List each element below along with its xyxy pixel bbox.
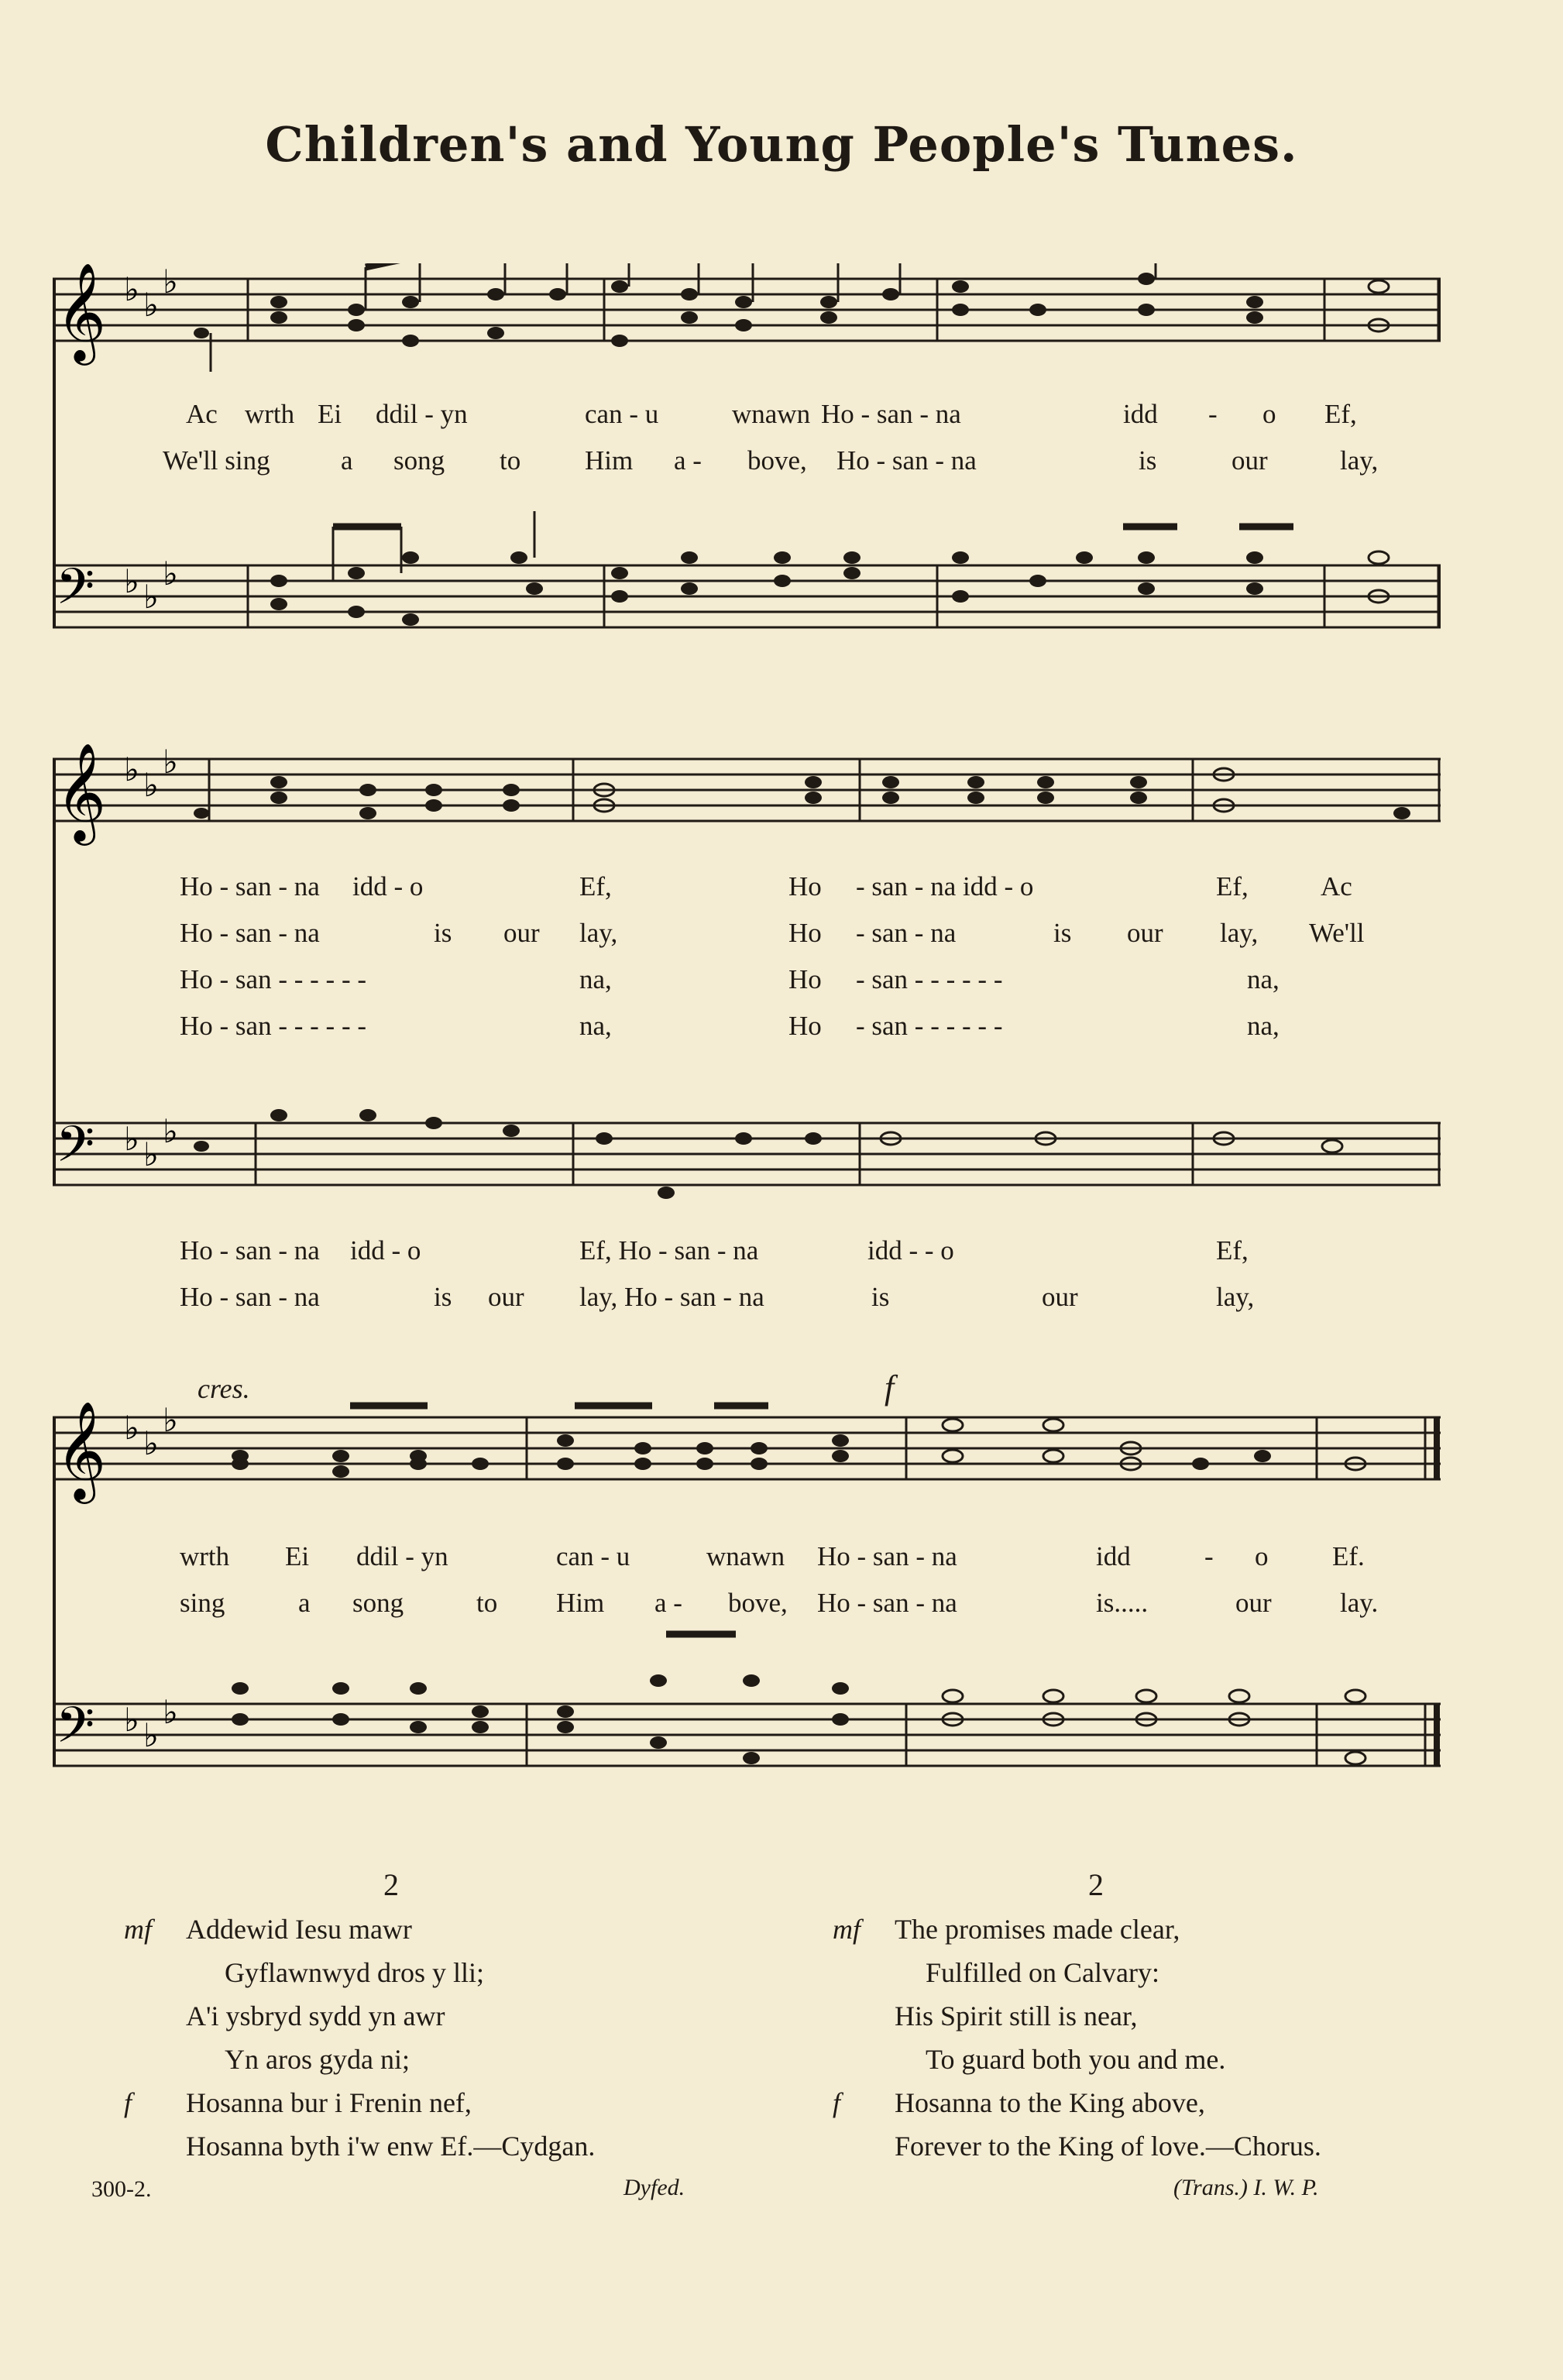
lyric-syllable: idd xyxy=(1096,1541,1131,1571)
lyric-syllable: bove, xyxy=(728,1588,788,1618)
lyric-syllable: Him xyxy=(585,445,634,476)
svg-text:𝄢: 𝄢 xyxy=(56,1116,95,1186)
forte-marking: f xyxy=(885,1369,895,1406)
page-reference: 300-2. xyxy=(91,2176,152,2202)
lyric-syllable: Ef, xyxy=(1216,1235,1249,1266)
verse-line: A'i ysbryd sydd yn awr xyxy=(186,2001,445,2031)
system-2-lyrics-bass xyxy=(0,1235,1563,1270)
system-2-lyrics-bass-english xyxy=(0,1282,1563,1317)
svg-text:𝄞: 𝄞 xyxy=(56,1402,107,1499)
svg-text:♭: ♭ xyxy=(124,1120,139,1158)
system-1-lyrics-welsh xyxy=(0,399,1563,434)
system-2-lyrics-alto xyxy=(0,964,1563,999)
svg-text:♭: ♭ xyxy=(124,1701,139,1739)
lyric-syllable: can - u xyxy=(556,1541,630,1571)
svg-text:♭: ♭ xyxy=(143,1135,159,1173)
verse-line: Hosanna bur i Frenin nef, xyxy=(186,2087,472,2118)
svg-text:♭: ♭ xyxy=(163,744,178,781)
lyric-syllable: ddil - yn xyxy=(356,1541,448,1571)
lyric-syllable: Ho - san - - - - - - xyxy=(180,964,367,994)
lyric-syllable: We'll xyxy=(1309,918,1365,948)
lyric-syllable: Ei xyxy=(318,399,342,429)
svg-text:♭: ♭ xyxy=(124,562,139,600)
svg-text:♭: ♭ xyxy=(124,1409,139,1447)
system-3-lyrics-english xyxy=(0,1588,1563,1623)
lyric-syllable: idd - o xyxy=(352,871,424,902)
lyric-syllable: our xyxy=(503,918,540,948)
lyric-syllable: a - xyxy=(674,445,702,476)
verse-line: Hosanna byth i'w enw Ef.—Cydgan. xyxy=(186,2131,596,2162)
svg-text:𝄢: 𝄢 xyxy=(56,558,95,628)
verse-line: His Spirit still is near, xyxy=(895,2001,1138,2031)
lyric-syllable: a xyxy=(341,445,353,476)
lyric-syllable: Him xyxy=(556,1588,605,1618)
lyric-syllable: is xyxy=(1139,445,1157,476)
lyric-syllable: Ei xyxy=(285,1541,310,1571)
cres-marking: cres. xyxy=(198,1373,250,1404)
svg-text:𝄞: 𝄞 xyxy=(56,744,107,841)
lyric-syllable: song xyxy=(352,1588,404,1618)
lyric-syllable: a xyxy=(298,1588,311,1618)
svg-text:♭: ♭ xyxy=(124,750,139,788)
lyric-syllable: - san - - - - - - xyxy=(856,1011,1003,1041)
translator-credit: (Trans.) I. W. P. xyxy=(1173,2175,1319,2200)
verse-line: Forever to the King of love.—Chorus. xyxy=(895,2131,1321,2162)
lyric-syllable: - xyxy=(1208,399,1218,429)
lyric-syllable: Ef, xyxy=(579,871,612,902)
svg-text:♭: ♭ xyxy=(143,766,159,804)
lyric-syllable: lay, Ho - san - na xyxy=(579,1282,764,1312)
lyric-syllable: - san - na xyxy=(856,918,957,948)
lyric-syllable: Ho - san - na xyxy=(817,1541,957,1571)
lyric-syllable: our xyxy=(1235,1588,1272,1618)
lyric-syllable: song xyxy=(393,445,445,476)
system-1-lyrics-english xyxy=(0,445,1563,480)
verse-dynamic-mark: f xyxy=(833,2087,841,2118)
verse-dynamic-mark: f xyxy=(124,2087,132,2118)
svg-text:♭: ♭ xyxy=(124,270,139,308)
lyric-syllable: Ho - san - na xyxy=(817,1588,957,1618)
svg-text:♭: ♭ xyxy=(143,1424,159,1462)
lyric-syllable: our xyxy=(488,1282,524,1312)
lyric-syllable: na, xyxy=(1247,964,1280,994)
lyric-syllable: our xyxy=(1127,918,1163,948)
lyric-syllable: is..... xyxy=(1096,1588,1149,1618)
lyric-syllable: to xyxy=(476,1588,498,1618)
lyric-syllable: wnawn xyxy=(706,1541,785,1571)
lyric-syllable: Ef, Ho - san - na xyxy=(579,1235,759,1266)
lyric-syllable: na, xyxy=(1247,1011,1280,1041)
lyric-syllable: We'll sing xyxy=(163,445,270,476)
system-3-lyrics-welsh xyxy=(0,1541,1563,1576)
lyric-syllable: ddil - yn xyxy=(376,399,468,429)
lyric-syllable: lay, xyxy=(1220,918,1259,948)
lyric-syllable: our xyxy=(1232,445,1268,476)
svg-text:♭: ♭ xyxy=(163,1112,178,1150)
lyric-syllable: a - xyxy=(654,1588,682,1618)
lyric-syllable: Ho - san - na xyxy=(180,1282,320,1312)
lyric-syllable: wrth xyxy=(180,1541,230,1571)
lyric-syllable: Ac xyxy=(1321,871,1352,902)
lyric-syllable: our xyxy=(1042,1282,1078,1312)
lyric-syllable: lay, xyxy=(579,918,618,948)
verse-line: To guard both you and me. xyxy=(926,2044,1226,2075)
lyric-syllable: Ho - san - - - - - - xyxy=(180,1011,367,1041)
welsh-author: Dyfed. xyxy=(623,2175,685,2200)
svg-text:𝄞: 𝄞 xyxy=(56,263,107,361)
lyric-syllable: Ho - san - na xyxy=(180,1235,320,1266)
lyric-syllable: Ho xyxy=(788,1011,822,1041)
lyric-syllable: is xyxy=(871,1282,890,1312)
lyric-syllable: is xyxy=(434,1282,452,1312)
lyric-syllable: Ho xyxy=(788,918,822,948)
lyric-syllable: lay. xyxy=(1340,1588,1379,1618)
svg-text:♭: ♭ xyxy=(163,1693,178,1731)
welsh-verse-number: 2 xyxy=(383,1867,399,1902)
lyric-syllable: Ho - san - na xyxy=(836,445,977,476)
lyric-syllable: idd xyxy=(1123,399,1158,429)
lyric-syllable: wrth xyxy=(245,399,295,429)
lyric-syllable: Ho xyxy=(788,964,822,994)
lyric-syllable: wnawn xyxy=(732,399,811,429)
lyric-syllable: bove, xyxy=(747,445,807,476)
lyric-syllable: Ho - san - na xyxy=(180,918,320,948)
system-2-lyrics-alto-english xyxy=(0,1011,1563,1046)
lyric-syllable: Ho - san - na xyxy=(180,871,320,902)
svg-text:♭: ♭ xyxy=(143,286,159,324)
lyric-syllable: na, xyxy=(579,964,612,994)
svg-text:♭: ♭ xyxy=(163,1402,178,1439)
lyric-syllable: idd - o xyxy=(350,1235,421,1266)
english-verse-number: 2 xyxy=(1088,1867,1104,1902)
svg-text:♭: ♭ xyxy=(163,263,178,301)
lyric-syllable: is xyxy=(434,918,452,948)
lyric-syllable: lay, xyxy=(1340,445,1379,476)
lyric-syllable: sing xyxy=(180,1588,225,1618)
page-title: Children's and Young People's Tunes. xyxy=(265,116,1298,173)
verse-line: Gyflawnwyd dros y lli; xyxy=(225,1957,484,1988)
lyric-syllable: Ef. xyxy=(1332,1541,1365,1571)
lyric-syllable: na, xyxy=(579,1011,612,1041)
system-2-bass-staff xyxy=(46,1108,1441,1216)
system-2-lyrics-soprano-english xyxy=(0,918,1563,953)
lyric-syllable: to xyxy=(500,445,521,476)
lyric-syllable: Ho xyxy=(788,871,822,902)
verse-line: Addewid Iesu mawr xyxy=(186,1914,412,1945)
lyric-syllable: o xyxy=(1262,399,1276,429)
verse-line: Fulfilled on Calvary: xyxy=(926,1957,1159,1988)
system-2-lyrics-soprano xyxy=(0,871,1563,906)
svg-text:♭: ♭ xyxy=(143,578,159,616)
svg-text:𝄢: 𝄢 xyxy=(56,1697,95,1767)
lyric-syllable: idd - - o xyxy=(867,1235,954,1266)
svg-text:♭: ♭ xyxy=(143,1716,159,1754)
verse-line: Yn aros gyda ni; xyxy=(225,2044,410,2075)
lyric-syllable: o xyxy=(1255,1541,1269,1571)
lyric-syllable: - san - na idd - o xyxy=(856,871,1034,902)
lyric-syllable: Ho - san - na xyxy=(821,399,961,429)
verse-dynamic-mark: mf xyxy=(124,1914,152,1945)
verse-line: Hosanna to the King above, xyxy=(895,2087,1205,2118)
lyric-syllable: lay, xyxy=(1216,1282,1255,1312)
svg-text:♭: ♭ xyxy=(163,555,178,592)
lyric-syllable: Ef, xyxy=(1324,399,1357,429)
lyric-syllable: can - u xyxy=(585,399,659,429)
lyric-syllable: is xyxy=(1053,918,1072,948)
lyric-syllable: Ef, xyxy=(1216,871,1249,902)
lyric-syllable: - san - - - - - - xyxy=(856,964,1003,994)
verse-line: The promises made clear, xyxy=(895,1914,1180,1945)
lyric-syllable: - xyxy=(1204,1541,1214,1571)
verse-dynamic-mark: mf xyxy=(833,1914,861,1945)
lyric-syllable: Ac xyxy=(186,399,218,429)
